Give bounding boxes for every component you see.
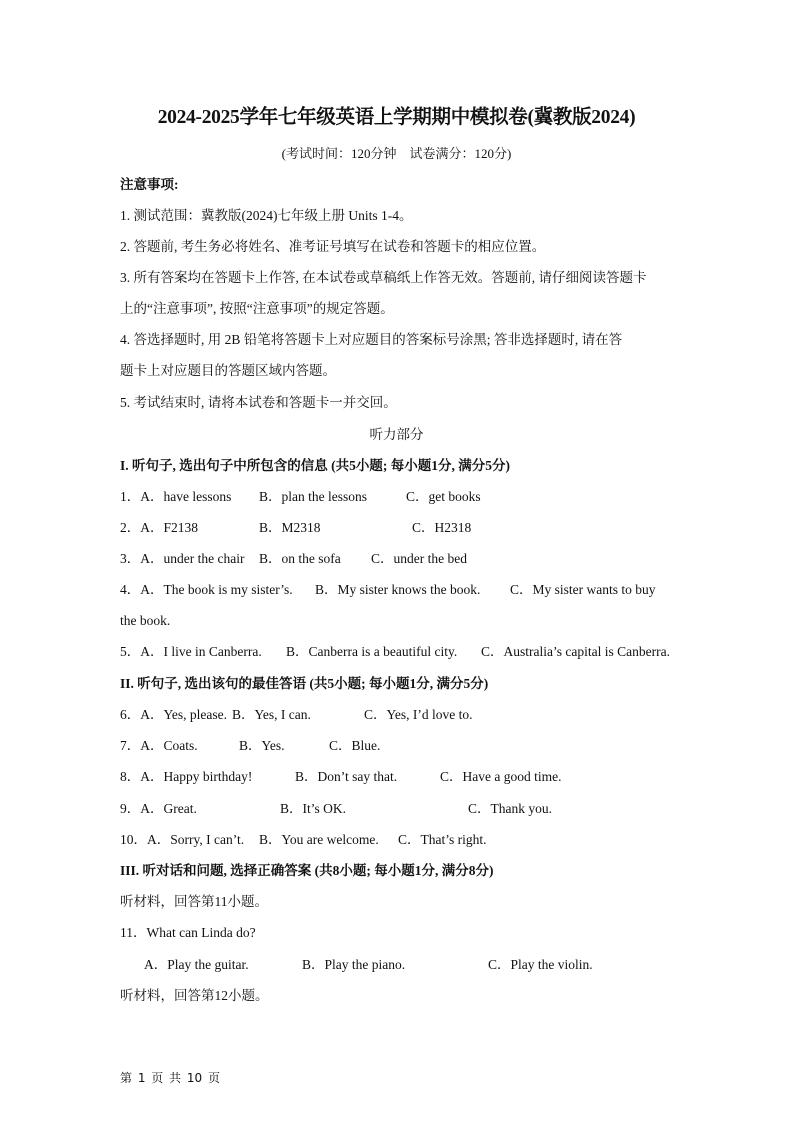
- option-c: C．Play the violin.: [488, 957, 593, 972]
- exam-time-info: (考试时间：120分钟 试卷满分：120分): [281, 146, 512, 161]
- option-c: C．Blue.: [329, 738, 381, 753]
- option-a: 3．A．under the chair: [120, 551, 245, 566]
- option-c: C．Have a good time.: [440, 769, 562, 784]
- part-title: 听力部分: [369, 427, 424, 442]
- notice-item: 1. 测试范围：冀教版(2024)七年级上册 Units 1-4。: [120, 208, 413, 223]
- listening-instruction: 听材料，回答第12小题。: [120, 988, 269, 1003]
- option-a: 5．A．I live in Canberra.: [120, 644, 262, 659]
- option-b: B．on the sofa: [259, 551, 341, 566]
- option-b: B．My sister knows the book.: [315, 582, 481, 597]
- option-c: C．That’s right.: [398, 832, 487, 847]
- section-heading: II. 听句子, 选出该句的最佳答语 (共5小题; 每小题1分, 满分5分): [120, 676, 489, 691]
- option-c: C．H2318: [412, 520, 472, 535]
- option-a: 10．A．Sorry, I can’t.: [120, 832, 245, 847]
- notice-item: 2. 答题前, 考生务必将姓名、准考证号填写在试卷和答题卡的相应位置。: [120, 239, 546, 254]
- option-c: C．get books: [406, 489, 481, 504]
- listening-instruction: 听材料，回答第11小题。: [120, 894, 268, 909]
- option-a: 8．A．Happy birthday!: [120, 769, 253, 784]
- option-b: B．plan the lessons: [259, 489, 367, 504]
- notice-heading: 注意事项:: [120, 177, 179, 192]
- option-b: B．M2318: [259, 520, 321, 535]
- option-b: B．Yes.: [239, 738, 285, 753]
- option-b: B．Canberra is a beautiful city.: [286, 644, 458, 659]
- option-c: C．Thank you.: [468, 801, 552, 816]
- option-b: B．Yes, I can.: [232, 707, 311, 722]
- option-b: B．It’s OK.: [280, 801, 347, 816]
- option-c: C．My sister wants to buy: [510, 582, 656, 597]
- page-footer: 第 1 页 共 10 页: [120, 1071, 220, 1085]
- option-a: 1．A．have lessons: [120, 489, 232, 504]
- page-title: 2024-2025学年七年级英语上学期期中模拟卷(冀教版2024): [157, 107, 636, 128]
- question-11-stem: 11．What can Linda do?: [120, 925, 256, 940]
- option-b: B．Don’t say that.: [295, 769, 398, 784]
- section-heading: I. 听句子, 选出句子中所包含的信息 (共5小题; 每小题1分, 满分5分): [120, 458, 510, 473]
- option-a: 6．A．Yes, please.: [120, 707, 227, 722]
- notice-item: 4. 答选择题时, 用 2B 铅笔将答题卡上对应题目的答案标号涂黑; 答非选择题时, 请在答: [120, 332, 623, 347]
- notice-item: 上的“注意事项”, 按照“注意事项”的规定答题。: [120, 301, 394, 316]
- notice-item: 3. 所有答案均在答题卡上作答, 在本试卷或草稿纸上作答无效。答题前, 请仔细阅读答题卡: [120, 270, 647, 285]
- option-a: 7．A．Coats.: [120, 738, 198, 753]
- option-a: 4．A．The book is my sister’s.: [120, 582, 293, 597]
- option-a: 9．A．Great.: [120, 801, 197, 816]
- notice-item: 题卡上对应题目的答题区域内答题。: [120, 363, 336, 378]
- option-c: C．Yes, I’d love to.: [364, 707, 473, 722]
- option-a: A．Play the guitar.: [144, 957, 249, 972]
- option-c: C．Australia’s capital is Canberra.: [481, 644, 670, 659]
- option-a: 2．A．F2138: [120, 520, 199, 535]
- option-c: C．under the bed: [371, 551, 467, 566]
- question-4-continued: the book.: [120, 613, 171, 628]
- option-b: B．Play the piano.: [302, 957, 406, 972]
- section-heading: III. 听对话和问题, 选择正确答案 (共8小题; 每小题1分, 满分8分): [120, 863, 494, 878]
- option-b: B．You are welcome.: [259, 832, 379, 847]
- notice-item: 5. 考试结束时, 请将本试卷和答题卡一并交回。: [120, 395, 397, 410]
